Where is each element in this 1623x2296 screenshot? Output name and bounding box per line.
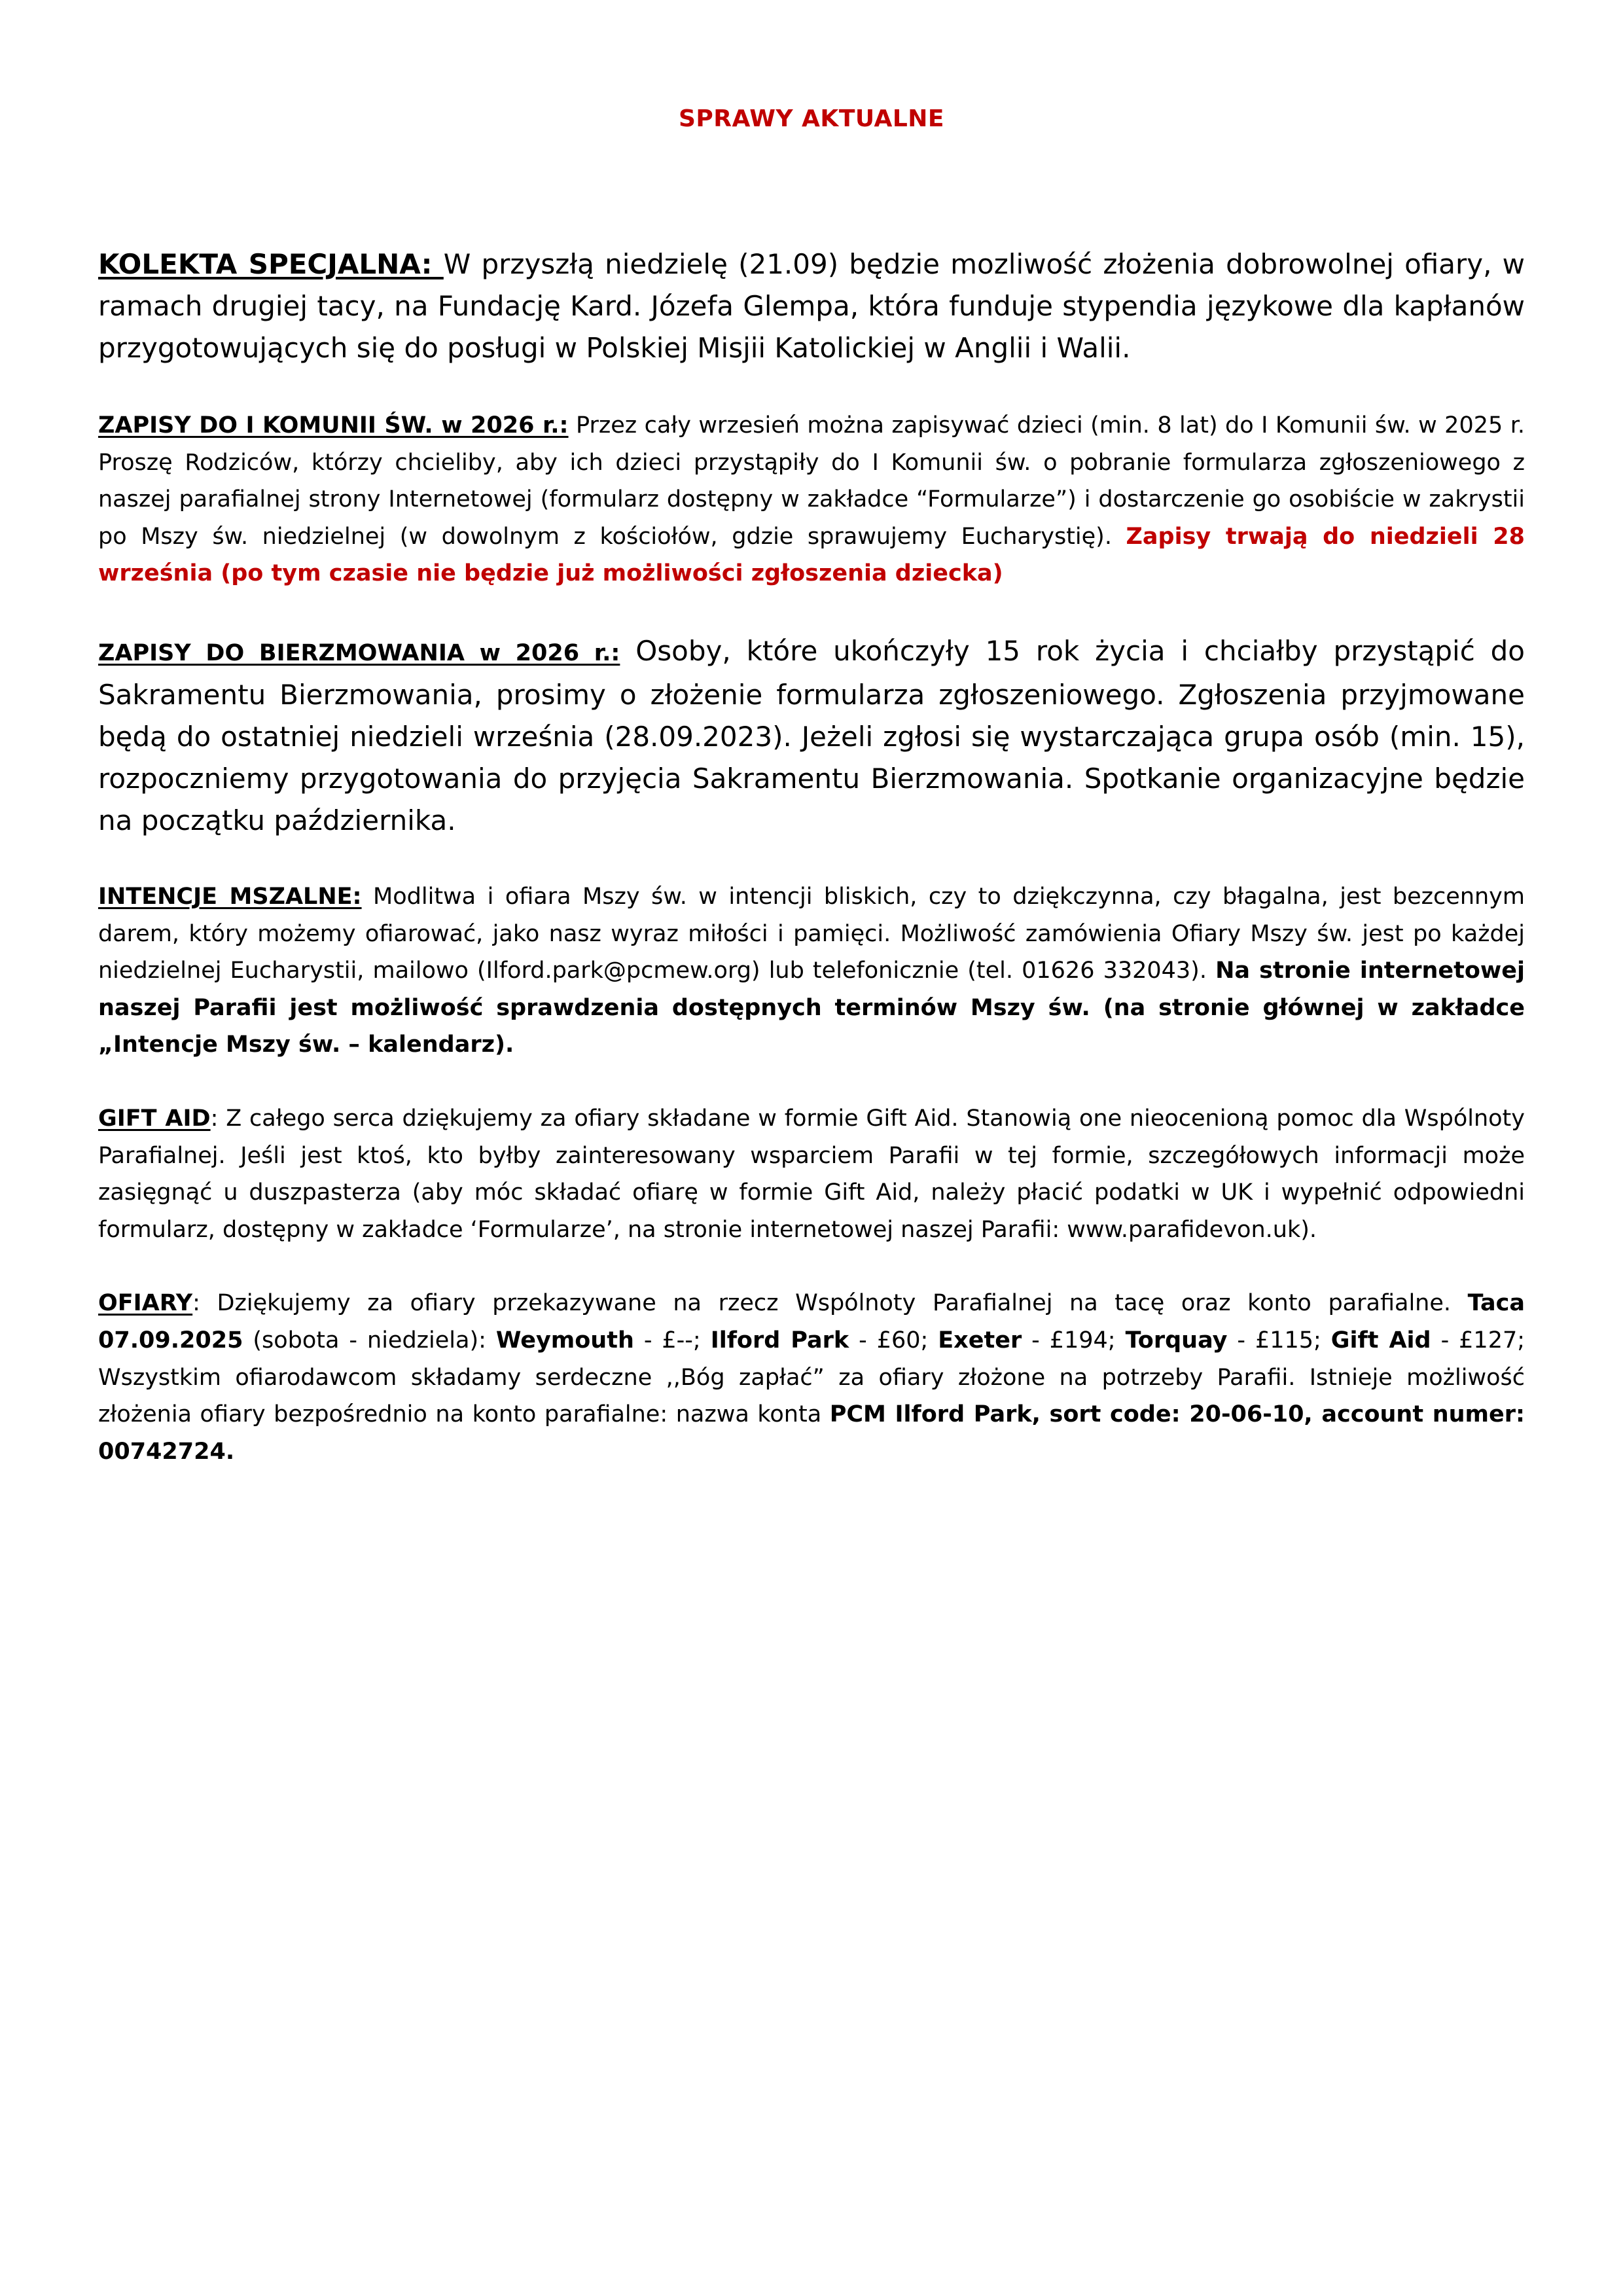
section-text-kolekta: W przyszłą niedzielę (21.09) będzie mozliwość złożenia dobrowolnej ofiary, w ramach drugiej tacy, na Fundację Kard. Józefa Glempa, która funduje stypendia językowe dla kapłanów przygotowujących się do posługi w Polskiej Misjii Katolickiej w Anglii i Walii. [98,248,1525,364]
registration-deadline-notice: Zapisy trwają do niedzieli 28 września (po tym czasie nie będzie już możliwości zgłoszenia dziecka) [98,523,1525,587]
section-kolekta [98,243,1525,369]
bulletin-page [98,0,1525,1470]
offering-amount: - £194; [1022,1327,1126,1354]
section-text-gift-aid: : Z całego serca dziękujemy za ofiary składane w formie Gift Aid. Stanowią one nieocenioną pomoc dla Wspólnoty Parafialnej. Jeśli jest ktoś, kto byłby zainteresowany wsparciem Parafii w tej formie, szczegółowych informacji może zasięgnąć u duszpasterza (aby móc składać ofiarę w formie Gift Aid, należy płacić podatki w UK i wypełnić odpowiedni formularz, dostępny w zakładce ‘Formularze’, na stronie internetowej naszej Parafii: www.parafidevon.uk). [98,1105,1525,1243]
section-text-komunia: Przez cały wrzesień można zapisywać dzieci (min. 8 lat) do I Komunii św. w 2025 r. Proszę Rodziców, którzy chcieliby, aby ich dzieci przystąpiły do I Komunii św. o pobranie formularza zgłoszeniowego z naszej parafialnej strony Internetowej (formularz dostępny w zakładce “Formularze”) i dostarczenie go osobiście w zakrystii po Mszy św. niedzielnej (w dowolnym z kościołów, gdzie sprawujemy Eucharystię). [98,412,1525,550]
offering-location: Exeter [938,1327,1022,1354]
section-komunia [98,407,1525,592]
offering-amount: - £60; [849,1327,938,1354]
section-heading-kolekta: KOLEKTA SPECJALNA: [98,248,444,280]
intencje-calendar-notice: Na stronie internetowej naszej Parafii jest możliwość sprawdzenia dostępnych terminów Mszy św. (na stronie głównej w zakładce „Intencje Mszy św. – kalendarz). [98,958,1525,1058]
offering-location: Gift Aid [1330,1327,1431,1354]
taca-note: (sobota - niedziela): [243,1327,496,1354]
section-gift-aid [98,1100,1525,1248]
section-heading-ofiary: OFIARY [98,1290,193,1317]
section-ofiary [98,1285,1525,1470]
section-heading-bierzmowanie: ZAPISY DO BIERZMOWANIA w 2026 r.: [98,639,620,666]
ofiary-closing: Wszystkim ofiarodawcom składamy serdeczne ,,Bóg zapłać” za ofiary złożone na potrzeby Parafii. Istnieje możliwość złożenia ofiary bezpośrednio na konto parafialne: nazwa konta [98,1364,1525,1428]
section-heading-intencje: INTENCJE MSZALNE: [98,883,362,910]
offering-amount: - £127; [1431,1327,1525,1354]
section-text-bierzmowanie: Osoby, które ukończyły 15 rok życia i chciałby przystąpić do Sakramentu Bierzmowania, prosimy o złożenie formularza zgłoszeniowego. Zgłoszenia przyjmowane będą do ostatniej niedzieli września (28.09.2023). Jeżeli zgłosi się wystarczająca grupa osób (min. 15), rozpoczniemy przygotowania do przyjęcia Sakramentu Bierzmowania. Spotkanie organizacyjne będzie na początku października. [98,634,1525,836]
bank-account-details: PCM Ilford Park, sort code: 20-06-10, account numer: 00742724. [98,1401,1525,1465]
section-bierzmowanie [98,630,1525,842]
offering-location: Weymouth [495,1327,634,1354]
section-intencje [98,878,1525,1064]
ofiary-intro: : Dziękujemy za ofiary przekazywane na rzecz Wspólnoty Parafialnej na tacę oraz konto parafialne. [192,1290,1468,1317]
taca-label: Taca 07.09.2025 [98,1290,1525,1354]
offering-amount: - £--; [633,1327,711,1354]
offering-amount: - £115; [1227,1327,1331,1354]
section-heading-komunia: ZAPISY DO I KOMUNII ŚW. w 2026 r.: [98,412,569,439]
offering-location: Torquay [1125,1327,1228,1354]
offering-location: Ilford Park [710,1327,849,1354]
section-text-intencje: Modlitwa i ofiara Mszy św. w intencji bliskich, czy to dziękczynna, czy błagalna, jest bezcennym darem, który możemy ofiarować, jako nasz wyraz miłości i pamięci. Możliwość zamówienia Ofiary Mszy św. jest po każdej niedzielnej Eucharystii, mailowo (Ilford.park@pcmew.org) lub telefonicznie (tel. 01626 332043). [98,883,1525,984]
page-title: SPRAWY AKTUALNE [678,105,945,132]
section-heading-gift-aid: GIFT AID [98,1105,211,1132]
